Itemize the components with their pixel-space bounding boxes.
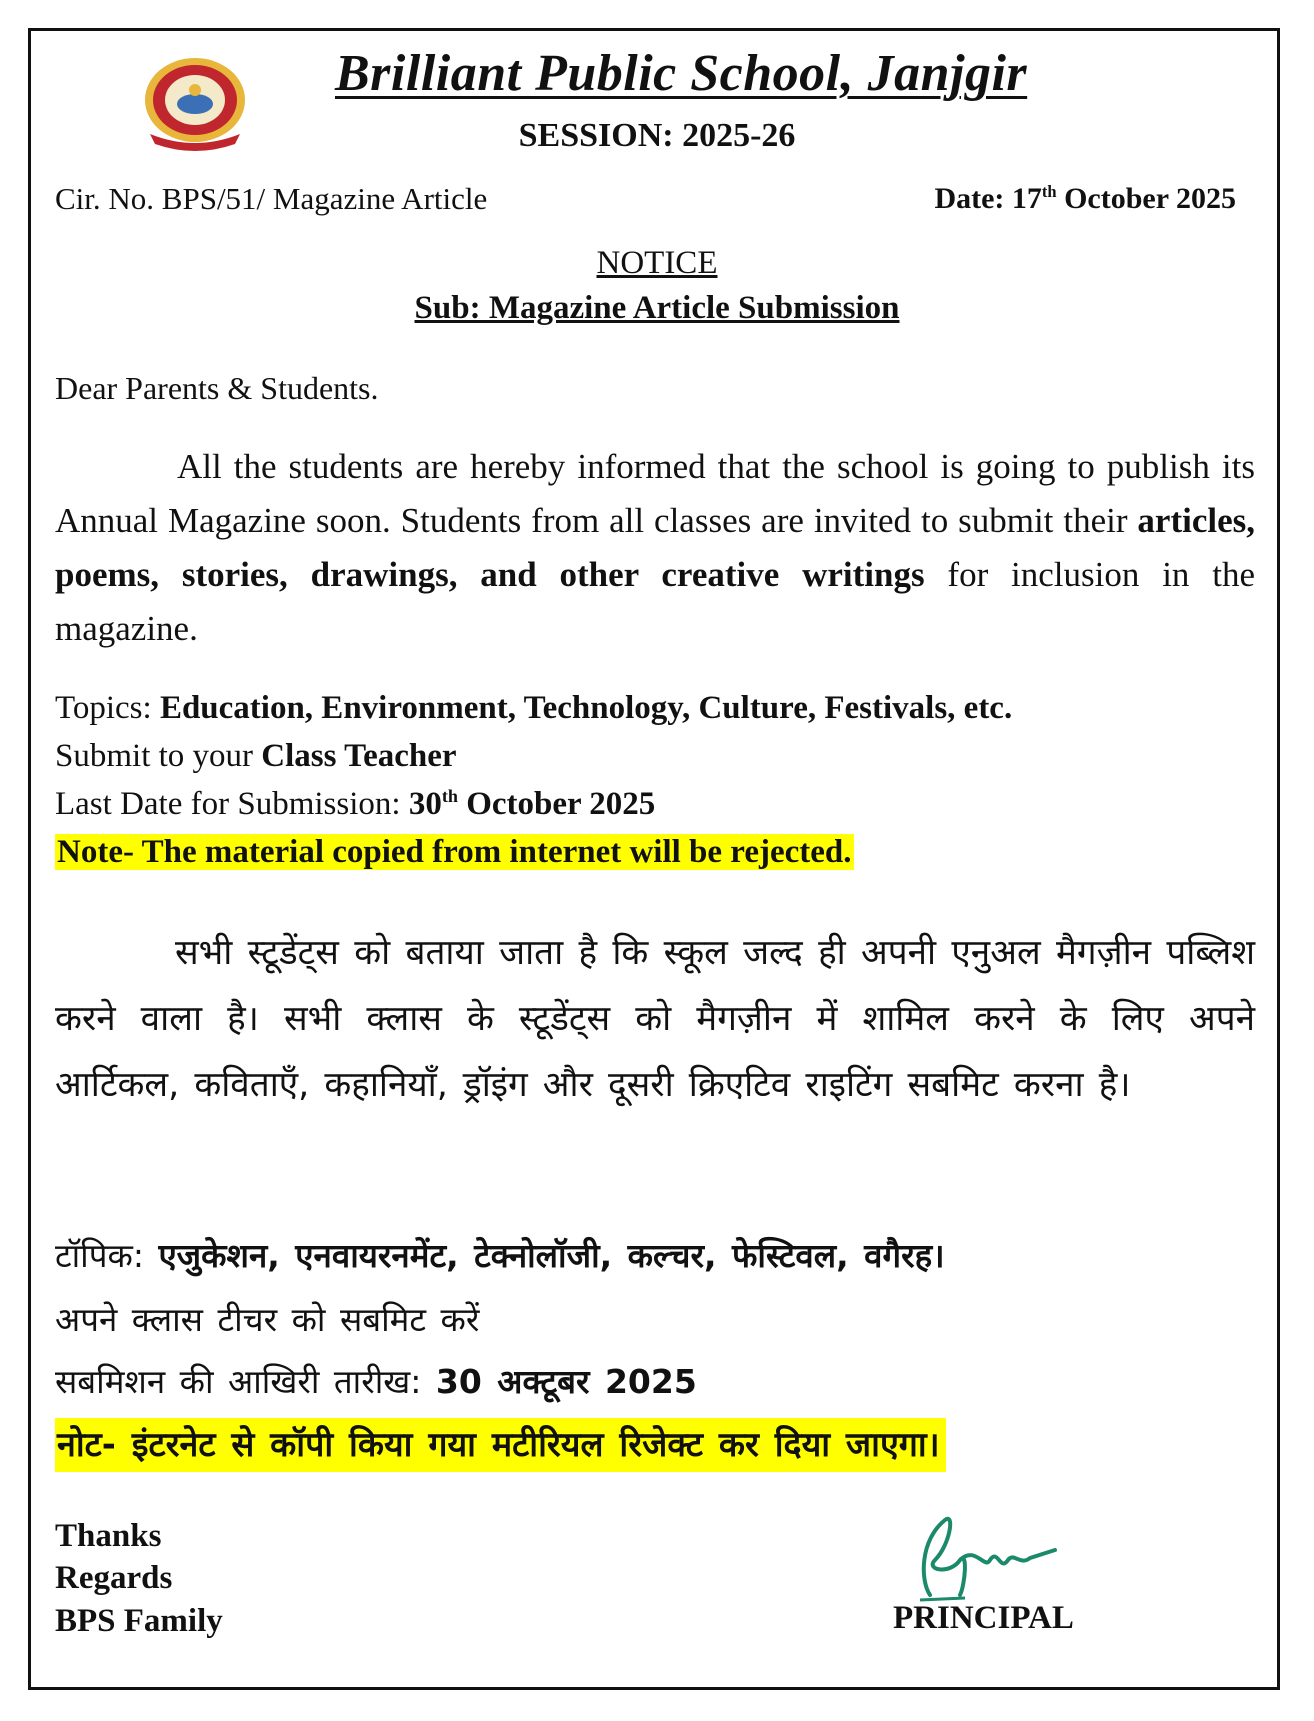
english-last-date: Last Date for Submission: 30th October 2025 bbox=[55, 786, 656, 822]
principal-label: PRINCIPAL bbox=[893, 1600, 1074, 1636]
circular-number: Cir. No. BPS/51/ Magazine Article bbox=[55, 181, 488, 216]
notice-date: Date: 17th October 2025 bbox=[934, 182, 1236, 215]
hindi-topics: टॉपिक: एजुकेशन, एनवायरनमेंट, टेक्नोलॉजी, कल्चर, फेस्टिवल, वगैरह। bbox=[55, 1236, 945, 1275]
hindi-note: नोट- इंटरनेट से कॉपी किया गया मटीरियल रिजेक्ट कर दिया जाएगा। bbox=[55, 1418, 946, 1472]
hindi-last-date: सबमिशन की आखिरी तारीख: 30 अक्टूबर 2025 bbox=[55, 1362, 697, 1401]
notice-title: NOTICE bbox=[596, 245, 718, 281]
hindi-submit: अपने क्लास टीचर को सबमिट करें bbox=[55, 1300, 480, 1339]
principal-signature bbox=[890, 1500, 1070, 1610]
school-name: Brilliant Public School, Janjgir bbox=[335, 45, 1028, 102]
english-note: Note- The material copied from internet will be rejected. bbox=[57, 834, 852, 870]
bps-family: BPS Family bbox=[55, 1603, 223, 1639]
hindi-paragraph: सभी स्टूडेंट्स को बताया जाता है कि स्कूल जल्द ही अपनी एनुअल मैगज़ीन पब्लिश करने वाला है। सभी क्लास के स्टूडेंट्स को मैगज़ीन में शामिल करने के लिए अपने आर्टिकल, कविताएँ, कहानियाँ, ड्रॉइंग और दूसरी क्रिएटिव राइटिंग सबमिट करना है। bbox=[55, 933, 1255, 1105]
salutation: Dear Parents & Students. bbox=[55, 370, 379, 406]
english-submit: Submit to your Class Teacher bbox=[55, 738, 457, 774]
regards: Regards bbox=[55, 1560, 173, 1596]
session: SESSION: 2025-26 bbox=[518, 117, 796, 154]
english-topics: Topics: Education, Environment, Technology, Culture, Festivals, etc. bbox=[55, 690, 1013, 726]
english-paragraph: All the students are hereby informed that the school is going to publish its Annual Magazine soon. Students from all classes are invited to submit their articles, poems, stories, drawings, and other creative writings for inclusion in the magazine. bbox=[55, 447, 1255, 648]
notice-subject: Sub: Magazine Article Submission bbox=[414, 290, 900, 326]
thanks: Thanks bbox=[55, 1518, 162, 1554]
